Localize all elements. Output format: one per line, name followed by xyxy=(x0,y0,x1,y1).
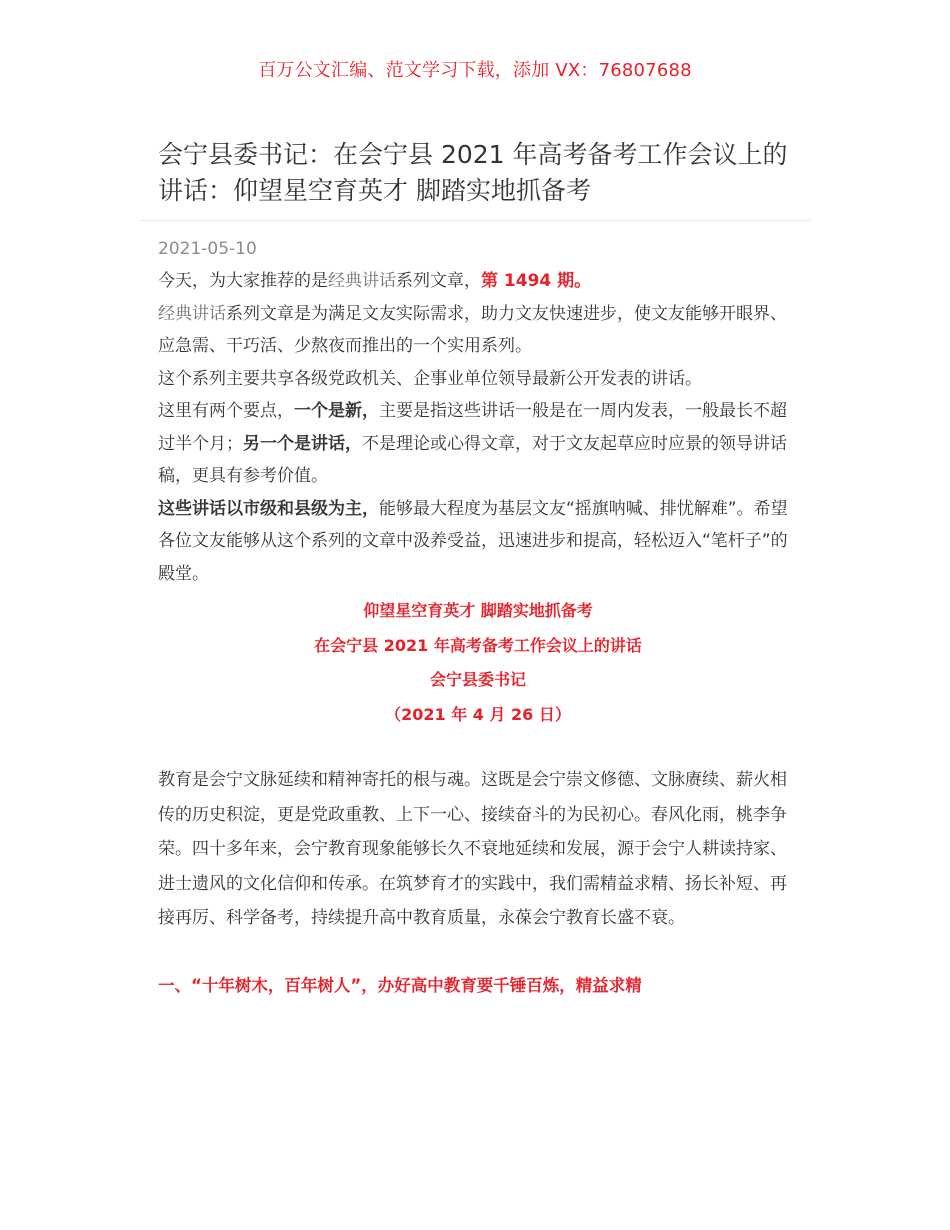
intro-text: 这里有两个要点， xyxy=(158,401,294,421)
speech-title: 仰望星空育英才 脚踏实地抓备考 xyxy=(363,601,593,620)
speech-date: （2021 年 4 月 26 日） xyxy=(385,704,571,724)
intro-text: 系列文章， xyxy=(396,271,481,291)
intro-paragraph-5 xyxy=(158,493,798,591)
key-point-speech: 另一个是讲话， xyxy=(243,433,362,454)
speech-speaker: 会宁县委书记 xyxy=(429,670,526,689)
intro-text: 今天，为大家推荐的是 xyxy=(158,271,328,291)
section-heading-1: 一、“十年树木，百年树人”，办好高中教育要千锤百炼，精益求精 xyxy=(158,975,642,995)
speech-paragraph-1: 教育是会宁文脉延续和精神寄托的根与魂。这既是会宁崇文修德、文脉赓续、薪火相传的历史积淀，更是党政重教、上下一心、接续奋斗的为民初心。春风化雨，桃李争荣。四十多年来，会宁教育现象能够长久不衰地延续和发展，源于会宁人耕读持家、进士遗风的文化信仰和传承。在筑梦育才的实践中，我们需精益求精、扬长补短、再接再厉、科学备考，持续提升高中教育质量，永葆会宁教育长盛不衰。 xyxy=(158,770,787,928)
series-name: 经典讲话 xyxy=(328,271,396,291)
intro-paragraph-2 xyxy=(158,298,798,363)
speech-subtitle: 在会宁县 2021 年高考备考工作会议上的讲话 xyxy=(314,635,642,655)
intro-text: 系列文章是为满足文友实际需求，助力文友快速进步，使文友能够开眼界、应急需、干巧活、少熬夜而推出的一个实用系列。 xyxy=(158,303,787,356)
issue-number: 第 1494 期。 xyxy=(481,271,592,291)
intro-text: 主要是指这些讲话一般是在一周内发表，一般最长不超过半个月； xyxy=(158,401,787,454)
title-divider xyxy=(140,220,810,221)
intro-text: 能够最大程度为基层文友“摇旗呐喊、排忧解难”。希望各位文友能够从这个系列的文章中汲养受益，迅速进步和提高，轻松迈入“笔杆子”的殿堂。 xyxy=(158,498,788,584)
key-point-level: 这些讲话以市级和县级为主， xyxy=(158,498,379,519)
speech-header xyxy=(158,594,798,732)
intro-text: 不是理论或心得文章，对于文友起草应时应景的领导讲话稿，更具有参考价值。 xyxy=(158,433,787,486)
intro-paragraph-1 xyxy=(158,265,798,298)
key-point-new: 一个是新， xyxy=(294,401,379,421)
series-name: 经典讲话 xyxy=(158,303,226,324)
intro-paragraph-4 xyxy=(158,395,798,493)
article-title: 会宁县委书记：在会宁县 2021 年高考备考工作会议上的讲话：仰望星空育英才 脚踏实地抓备考 xyxy=(158,140,788,205)
publish-date: 2021-05-10 xyxy=(158,239,257,259)
intro-paragraph-3: 这个系列主要共享各级党政机关、企事业单位领导最新公开发表的讲话。 xyxy=(158,368,702,389)
article-body xyxy=(158,265,798,1002)
promo-banner: 百万公文汇编、范文学习下载，添加 VX：76807688 xyxy=(258,60,692,81)
